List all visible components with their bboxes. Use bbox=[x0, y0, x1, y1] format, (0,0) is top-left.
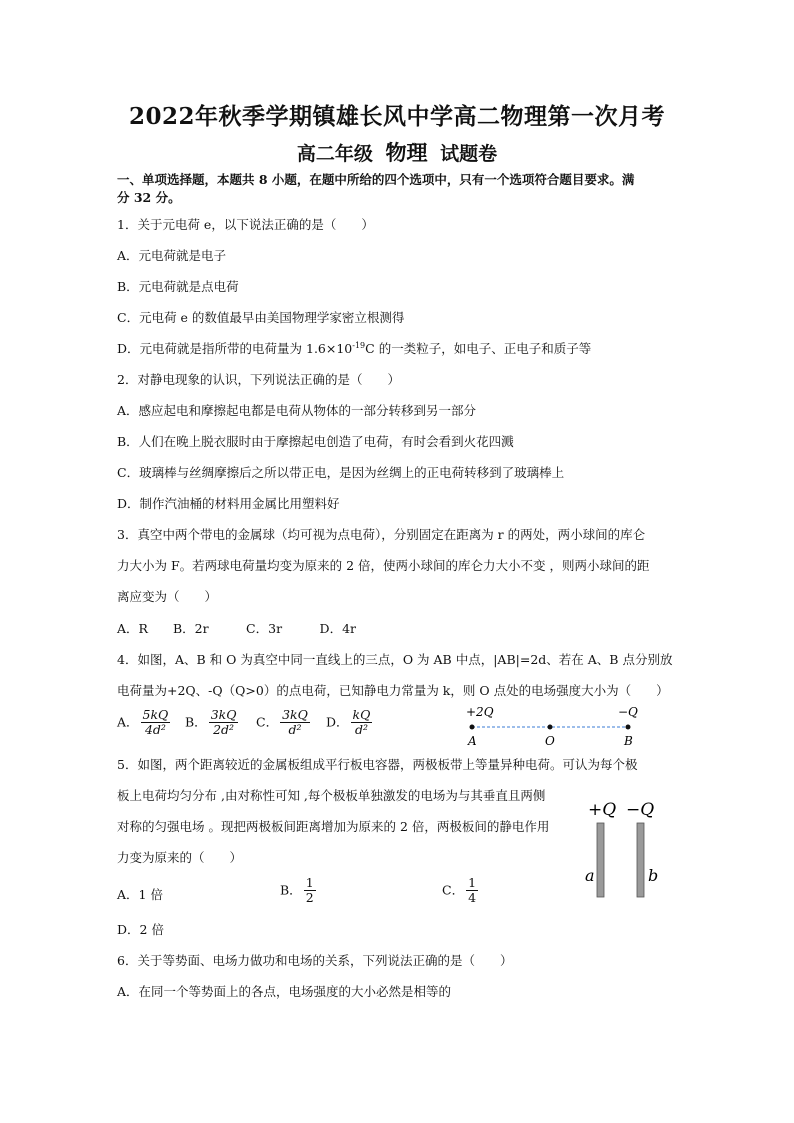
q4-frac-b-num: 3kQ bbox=[210, 707, 237, 722]
q5-line4: 力变为原来的（ ） bbox=[117, 850, 243, 865]
q4-option-a bbox=[117, 708, 172, 738]
q5-line2: 板上电荷均匀分布 ,由对称性可知 ,每个极板单独激发的电场为与其垂直且两侧 bbox=[117, 788, 546, 803]
q4-option-c bbox=[256, 708, 312, 738]
q5-line1: 5．如图，两个距离较近的金属板组成平行板电容器，两极板带上等量异种电荷。可认为每个极 bbox=[117, 757, 638, 772]
q5-frac-b-den: 2 bbox=[305, 890, 314, 906]
q4-frac-a-den: 4d² bbox=[144, 722, 166, 738]
q4-frac-b-den: 2d² bbox=[213, 722, 235, 738]
q1-option-a: A．元电荷就是电子 bbox=[117, 248, 227, 263]
q4-line1: 4．如图，A、B 和 O 为真空中同一直线上的三点，O 为 AB 中点，|AB|=2d、若在 A、B 点分别放 bbox=[117, 652, 673, 667]
q4-option-d bbox=[326, 708, 374, 738]
q5-fig-plus-charge: +Q bbox=[588, 800, 617, 820]
q4-option-a-label: A． bbox=[117, 714, 139, 730]
q1-option-b: B．元电荷就是点电荷 bbox=[117, 279, 239, 294]
q3-line1: 3．真空中两个带电的金属球（均可视为点电荷），分别固定在距离为 r 的两处，两小球间的库仑 bbox=[117, 527, 646, 542]
q6-stem: 6．关于等势面、电场力做功和电场的关系，下列说法正确的是（ ） bbox=[117, 953, 513, 968]
q1-option-d-exponent: -19 bbox=[352, 340, 366, 350]
q5-fig-plate-a bbox=[597, 823, 604, 897]
q5-frac-c-num: 1 bbox=[468, 875, 477, 890]
q1-option-d-post: C 的一类粒子，如电子、正电子和质子等 bbox=[365, 341, 592, 356]
q4-frac-a-num: 5kQ bbox=[142, 707, 169, 722]
q2-option-c: C．玻璃棒与丝绸摩擦后之所以带正电，是因为丝绸上的正电荷转移到了玻璃棒上 bbox=[117, 465, 565, 480]
q4-figure bbox=[460, 700, 650, 750]
q5-line3: 对称的匀强电场 。现把两极板间距离增加为原来的 2 倍，两极板间的静电作用 bbox=[117, 819, 550, 834]
exam-title: 2022年秋季学期镇雄长风中学高二物理第一次月考 bbox=[128, 103, 665, 130]
q3-line2: 力大小为 F。若两球电荷量均变为原来的 2 倍，使两小球间的库仑力大小不变 ，则两小球间的距 bbox=[117, 558, 650, 573]
q5-fig-minus-charge: −Q bbox=[626, 800, 655, 820]
q4-option-b-label: B． bbox=[185, 714, 207, 730]
q4-fig-label-o: O bbox=[545, 734, 555, 748]
q2-option-d: D．制作汽油桶的材料用金属比用塑料好 bbox=[117, 496, 340, 511]
q5-option-c bbox=[442, 876, 480, 906]
q4-frac-d-num: kQ bbox=[352, 707, 371, 722]
q4-option-d-label: D． bbox=[326, 714, 349, 730]
q5-fig-plate-b bbox=[637, 823, 644, 897]
q5-frac-b-num: 1 bbox=[305, 875, 314, 890]
q2-stem: 2．对静电现象的认识，下列说法正确的是（ ） bbox=[117, 372, 400, 387]
section-heading-line2: 分 32 分。 bbox=[117, 190, 181, 205]
q4-fig-point-a bbox=[470, 725, 475, 730]
q4-fig-point-o bbox=[548, 725, 553, 730]
q4-fig-point-b bbox=[626, 725, 631, 730]
q5-option-a: A．1 倍 bbox=[117, 887, 163, 902]
q2-option-a: A．感应起电和摩擦起电都是电荷从物体的一部分转移到另一部分 bbox=[117, 403, 477, 418]
q5-frac-c-den: 4 bbox=[468, 890, 477, 906]
paper-label: 试题卷 bbox=[440, 143, 498, 165]
q4-frac-c-num: 3kQ bbox=[282, 707, 308, 722]
q1-option-d bbox=[117, 339, 591, 357]
q5-option-d: D．2 倍 bbox=[117, 922, 164, 937]
q4-fig-right-charge: −Q bbox=[618, 705, 638, 719]
q5-option-b-label: B． bbox=[280, 882, 302, 898]
q4-fig-left-charge: +2Q bbox=[466, 705, 494, 719]
q1-stem: 1．关于元电荷 e，以下说法正确的是（ ） bbox=[117, 217, 374, 232]
q3-options: A．R B．2r C．3r D．4r bbox=[117, 621, 356, 636]
q5-figure bbox=[582, 795, 667, 900]
q5-option-b bbox=[280, 876, 318, 906]
q1-option-c: C．元电荷 e 的数值最早由美国物理学家密立根测得 bbox=[117, 310, 405, 325]
q4-frac-c-den: d² bbox=[288, 722, 302, 738]
q4-fig-label-a: A bbox=[468, 734, 477, 748]
q2-option-b: B．人们在晚上脱衣服时由于摩擦起电创造了电荷，有时会看到火花四溅 bbox=[117, 434, 514, 449]
q4-fig-label-b: B bbox=[624, 734, 633, 748]
q3-line3: 离应变为（ ） bbox=[117, 589, 218, 604]
subject-label: 物理 bbox=[385, 140, 428, 165]
q4-option-c-label: C． bbox=[256, 714, 279, 730]
q4-option-b bbox=[185, 708, 240, 738]
section-heading-line1: 一、单项选择题，本题共 8 小题，在题中所给的四个选项中，只有一个选项符合题目要求。满 bbox=[117, 172, 635, 187]
q4-line2: 电荷量为+2Q、-Q（Q>0）的点电荷，已知静电力常量为 k，则 O 点处的电场强度大小为（ ） bbox=[117, 683, 669, 698]
q5-option-c-label: C． bbox=[442, 882, 465, 898]
exam-subtitle bbox=[0, 137, 794, 167]
grade-label: 高二年级 bbox=[296, 143, 373, 165]
q1-option-d-pre: D．元电荷就是指所带的电荷量为 1.6×10 bbox=[117, 341, 353, 356]
q6-option-a: A．在同一个等势面上的各点，电场强度的大小必然是相等的 bbox=[117, 984, 452, 999]
q4-frac-d-den: d² bbox=[354, 722, 368, 738]
q5-fig-label-b: b bbox=[648, 866, 659, 885]
q5-fig-label-a: a bbox=[585, 866, 595, 885]
